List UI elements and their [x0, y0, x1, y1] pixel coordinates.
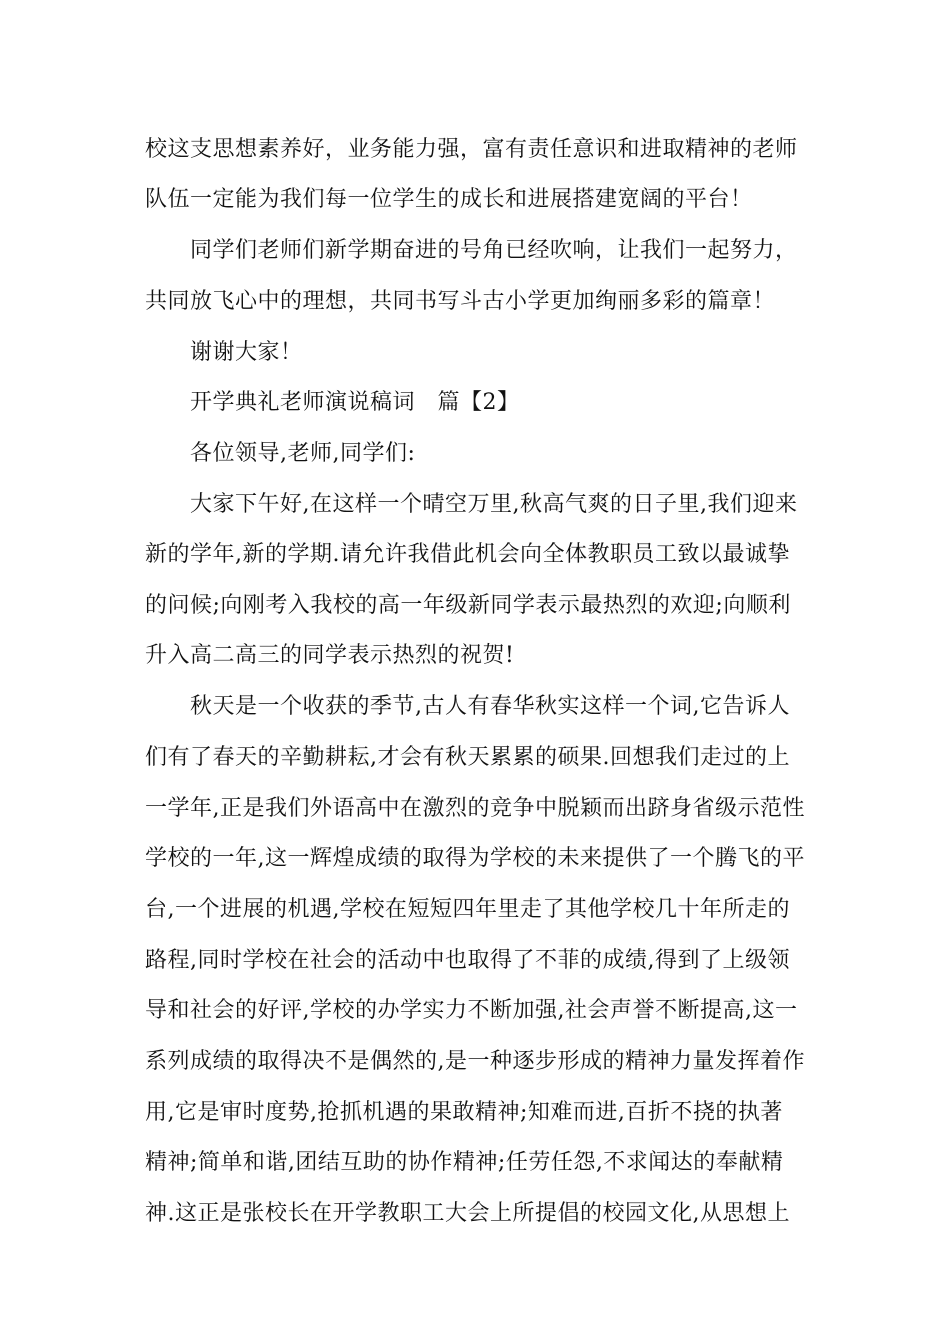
section-heading: 开学典礼老师演说稿词 篇【2】 [190, 390, 520, 415]
text-line: 神.这正是张校长在开学教职工大会上所提倡的校园文化,从思想上 [145, 1201, 790, 1226]
text-line: 系列成绩的取得决不是偶然的,是一种逐步形成的精神力量发挥着作 [145, 1049, 805, 1074]
text-line: 精神;简单和谐,团结互助的协作精神;任劳任怨,不求闻达的奉献精 [145, 1150, 784, 1175]
salutation: 各位领导,老师,同学们: [190, 441, 416, 466]
text-line: 台,一个进展的机遇,学校在短短四年里走了其他学校几十年所走的 [145, 897, 790, 922]
text-line: 一学年,正是我们外语高中在激烈的竞争中脱颖而出跻身省级示范性 [145, 796, 805, 821]
text-line: 学校的一年,这一辉煌成绩的取得为学校的未来提供了一个腾飞的平 [145, 846, 805, 871]
text-line: 新的学年,新的学期.请允许我借此机会向全体教职员工致以最诚挚 [145, 542, 790, 567]
paragraph-start-line: 秋天是一个收获的季节,古人有春华秋实这样一个词,它告诉人 [190, 694, 790, 719]
text-line: 路程,同时学校在社会的活动中也取得了不菲的成绩,得到了上级领 [145, 948, 790, 973]
text-line: 校这支思想素养好，业务能力强，富有责任意识和进取精神的老师 [145, 137, 798, 162]
paragraph-start-line: 同学们老师们新学期奋进的号角已经吹响，让我们一起努力， [190, 238, 798, 263]
text-line: 们有了春天的辛勤耕耘,才会有秋天累累的硕果.回想我们走过的上 [145, 745, 790, 770]
text-line: 导和社会的好评,学校的办学实力不断加强,社会声誉不断提高,这一 [145, 998, 798, 1023]
text-line: 队伍一定能为我们每一位学生的成长和进展搭建宽阔的平台！ [145, 187, 753, 212]
paragraph-start-line: 大家下午好,在这样一个晴空万里,秋高气爽的日子里,我们迎来 [190, 492, 798, 517]
closing-thanks: 谢谢大家！ [190, 340, 303, 365]
text-line: 升入高二高三的同学表示热烈的祝贺! [145, 643, 515, 668]
text-line: 用,它是审时度势,抢抓机遇的果敢精神;知难而进,百折不挠的执著 [145, 1100, 783, 1125]
text-line: 的问候;向刚考入我校的高一年级新同学表示最热烈的欢迎;向顺利 [145, 593, 791, 618]
text-line: 共同放飞心中的理想，共同书写斗古小学更加绚丽多彩的篇章！ [145, 289, 776, 314]
